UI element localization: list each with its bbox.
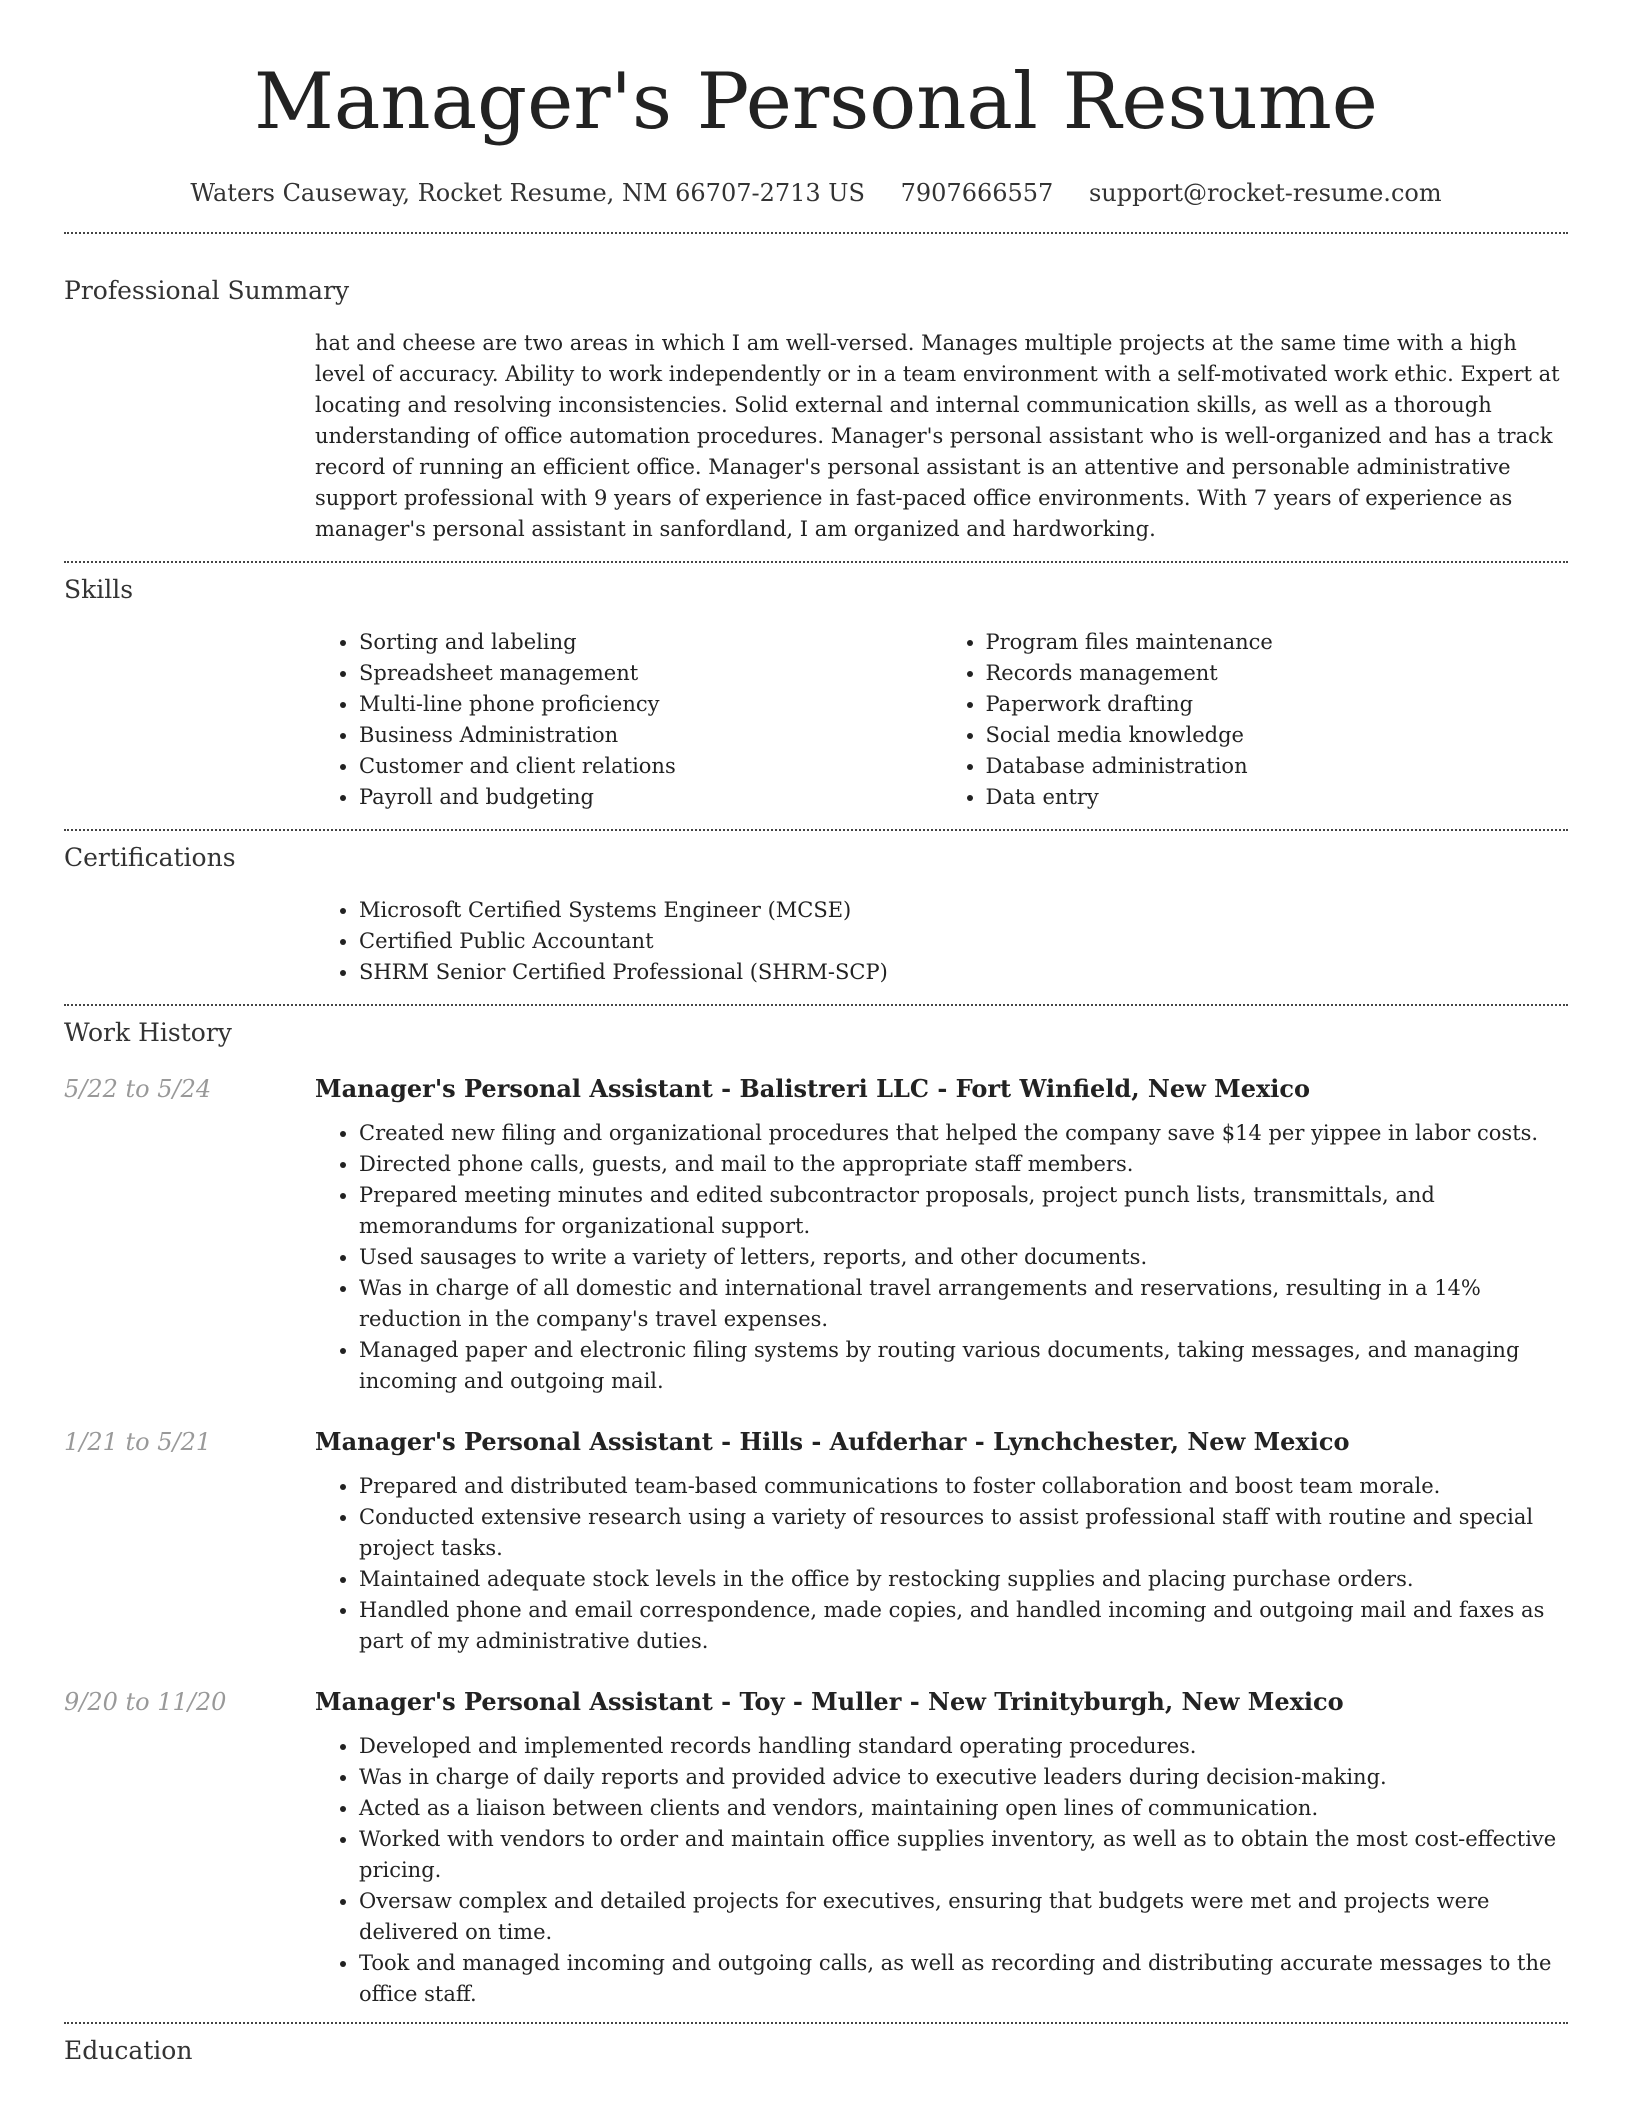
certification-item: • SHRM Senior Certified Professional (SHRM-SCP) xyxy=(359,957,1568,988)
job-bullet: • Handled phone and email correspondence, made copies, and handled incoming and outgoing mail and faxes as part of my administrative duties. xyxy=(359,1595,1568,1657)
certifications-body xyxy=(315,895,1568,988)
job-bullet: • Acted as a liaison between clients and vendors, maintaining open lines of communication. xyxy=(359,1793,1568,1824)
job-title: Manager's Personal Assistant - Balistreri LLC - Fort Winfield, New Mexico xyxy=(315,1074,1311,1103)
summary-section xyxy=(64,274,1568,545)
job-bullet: • Prepared and distributed team-based communications to foster collaboration and boost team morale. xyxy=(359,1471,1568,1502)
skills-section xyxy=(64,573,1568,813)
summary-body xyxy=(315,328,1568,545)
skills-list-left xyxy=(315,627,942,813)
skills-list-right xyxy=(942,627,1569,813)
job-entry xyxy=(64,1685,1568,2010)
skills-columns xyxy=(315,627,1568,813)
certifications-section xyxy=(64,841,1568,988)
skill-item: • Program files maintenance xyxy=(986,627,1569,658)
skill-item: • Social media knowledge xyxy=(986,720,1569,751)
job-bullets xyxy=(315,1118,1568,1397)
job-bullet: • Worked with vendors to order and maintain office supplies inventory, as well as to obtain the most cost-effective pricing. xyxy=(359,1824,1568,1886)
summary-text: hat and cheese are two areas in which I am well-versed. Manages multiple projects at the same time with a high level of accuracy. Ability to work independently or in a team environment with a self-motivated work ethic. Expert at locating and resolving inconsistencies. Solid external and internal communication skills, as well as a thorough understanding of office automation procedures. Manager's personal assistant who is well-organized and has a track record of running an efficient office. Manager's personal assistant is an attentive and personable administrative support professional with 9 years of experience in fast-paced office environments. With 7 years of experience as manager's personal assistant in sanfordland, I am organized and hardworking. xyxy=(315,331,1560,541)
job-bullet: • Conducted extensive research using a variety of resources to assist professional staff with routine and special project tasks. xyxy=(359,1502,1568,1564)
resume-name: Manager's Personal Resume xyxy=(254,57,1378,147)
job-bullet: • Developed and implemented records handling standard operating procedures. xyxy=(359,1731,1568,1762)
skill-item: • Business Administration xyxy=(359,720,942,751)
job-entry xyxy=(64,1425,1568,1657)
skill-item: • Sorting and labeling xyxy=(359,627,942,658)
certification-item: • Certified Public Accountant xyxy=(359,926,1568,957)
skill-item: • Paperwork drafting xyxy=(986,689,1569,720)
skill-item: • Data entry xyxy=(986,782,1569,813)
job-bullet: • Prepared meeting minutes and edited subcontractor proposals, project punch lists, transmittals, and memorandums for organizational support. xyxy=(359,1180,1568,1242)
job-bullet: • Directed phone calls, guests, and mail to the appropriate staff members. xyxy=(359,1149,1568,1180)
job-main xyxy=(315,1685,1568,2010)
job-bullet: • Maintained adequate stock levels in the office by restocking supplies and placing purchase orders. xyxy=(359,1564,1568,1595)
skill-item: • Database administration xyxy=(986,751,1569,782)
education-section xyxy=(64,2034,1568,2068)
resume-header xyxy=(64,0,1568,210)
divider xyxy=(64,232,1568,234)
work-history-section xyxy=(64,1016,1568,2010)
skill-item: • Payroll and budgeting xyxy=(359,782,942,813)
contact-phone: 7907666557 xyxy=(900,179,1054,207)
contact-address: Waters Causeway, Rocket Resume, NM 66707-2713 US xyxy=(190,179,865,207)
section-title-work-history: Work History xyxy=(64,1018,232,1047)
job-bullets xyxy=(315,1471,1568,1657)
job-bullet: • Managed paper and electronic filing systems by routing various documents, taking messages, and managing incoming and outgoing mail. xyxy=(359,1335,1568,1397)
job-date: 9/20 to 11/20 xyxy=(64,1688,227,1716)
job-bullet: • Was in charge of daily reports and provided advice to executive leaders during decision-making. xyxy=(359,1762,1568,1793)
job-bullet: • Created new filing and organizational procedures that helped the company save $14 per yippee in labor costs. xyxy=(359,1118,1568,1149)
contact-line xyxy=(64,176,1568,210)
job-main xyxy=(315,1425,1568,1657)
certifications-list xyxy=(315,895,1568,988)
job-bullet: • Used sausages to write a variety of letters, reports, and other documents. xyxy=(359,1242,1568,1273)
divider xyxy=(64,2022,1568,2024)
job-date: 5/22 to 5/24 xyxy=(64,1075,212,1103)
skill-item: • Spreadsheet management xyxy=(359,658,942,689)
divider xyxy=(64,1004,1568,1006)
section-title-skills: Skills xyxy=(64,575,134,604)
section-title-certifications: Certifications xyxy=(64,843,236,872)
section-title-education: Education xyxy=(64,2036,193,2065)
job-bullet: • Was in charge of all domestic and international travel arrangements and reservations, resulting in a 14% reduction in the company's travel expenses. xyxy=(359,1273,1568,1335)
job-bullet: • Took and managed incoming and outgoing calls, as well as recording and distributing accurate messages to the office staff. xyxy=(359,1948,1568,2010)
skill-item: • Customer and client relations xyxy=(359,751,942,782)
job-title: Manager's Personal Assistant - Hills - Aufderhar - Lynchchester, New Mexico xyxy=(315,1427,1350,1456)
divider xyxy=(64,561,1568,563)
job-main xyxy=(315,1072,1568,1397)
job-bullets xyxy=(315,1731,1568,2010)
job-entry xyxy=(64,1072,1568,1397)
skill-item: • Multi-line phone proficiency xyxy=(359,689,942,720)
contact-email: support@rocket-resume.com xyxy=(1088,179,1442,207)
job-date: 1/21 to 5/21 xyxy=(64,1428,212,1456)
job-title: Manager's Personal Assistant - Toy - Muller - New Trinityburgh, New Mexico xyxy=(315,1687,1344,1716)
divider xyxy=(64,829,1568,831)
job-bullet: • Oversaw complex and detailed projects for executives, ensuring that budgets were met and projects were delivered on time. xyxy=(359,1886,1568,1948)
certification-item: • Microsoft Certified Systems Engineer (MCSE) xyxy=(359,895,1568,926)
skill-item: • Records management xyxy=(986,658,1569,689)
section-title-summary: Professional Summary xyxy=(64,276,350,305)
